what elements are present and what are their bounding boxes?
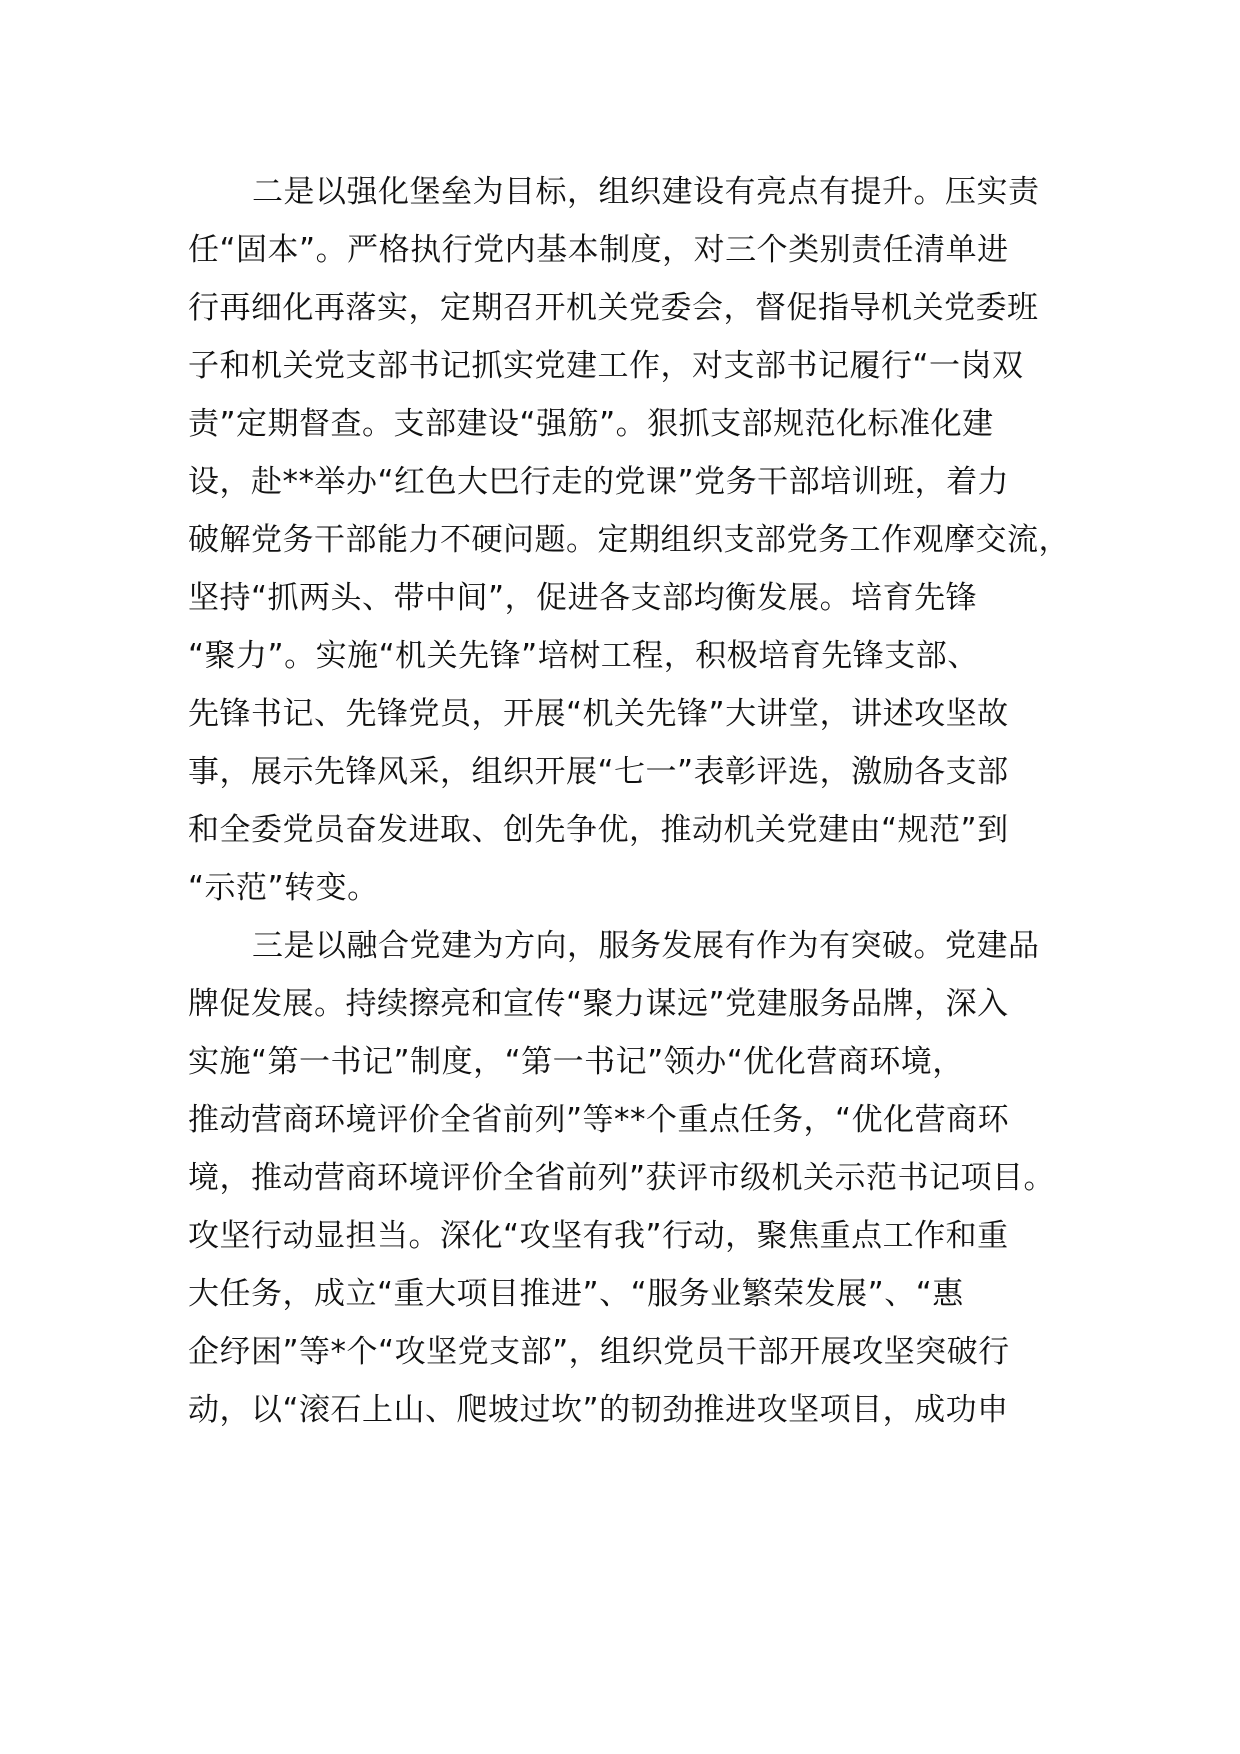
text-line: 二是以强化堡垒为目标，组织建设有亮点有提升。压实责	[252, 174, 1040, 210]
text-line: 境，推动营商环境评价全省前列”获评市级机关示范书记项目。	[188, 1160, 1056, 1196]
text-line: 事，展示先锋风采，组织开展“七一”表彰评选，激励各支部	[188, 754, 1009, 790]
text-line: 先锋书记、先锋党员，开展“机关先锋”大讲堂，讲述攻坚故	[188, 696, 1009, 732]
text-line: 企纾困”等*个“攻坚党支部”，组织党员干部开展攻坚突破行	[188, 1334, 1010, 1370]
text-line: 设，赴**举办“红色大巴行走的党课”党务干部培训班，着力	[188, 464, 1010, 500]
text-line: 责”定期督查。支部建设“强筋”。狠抓支部规范化标准化建	[188, 406, 994, 442]
text-line: 大任务，成立“重大项目推进”、“服务业繁荣发展”、“惠	[188, 1276, 964, 1312]
text-line: 推动营商环境评价全省前列”等**个重点任务，“优化营商环	[188, 1102, 1010, 1138]
text-line: 子和机关党支部书记抓实党建工作，对支部书记履行“一岗双	[188, 348, 1024, 384]
text-line: 行再细化再落实，定期召开机关党委会，督促指导机关党委班	[188, 290, 1039, 326]
text-line: 攻坚行动显担当。深化“攻坚有我”行动，聚焦重点工作和重	[188, 1218, 1009, 1254]
text-line: “示范”转变。	[188, 870, 379, 906]
text-line: 任“固本”。严格执行党内基本制度，对三个类别责任清单进	[188, 232, 1009, 268]
text-line: 和全委党员奋发进取、创先争优，推动机关党建由“规范”到	[188, 812, 1009, 848]
text-line: 牌促发展。持续擦亮和宣传“聚力谋远”党建服务品牌，深入	[188, 986, 1009, 1022]
text-line: 三是以融合党建为方向，服务发展有作为有突破。党建品	[252, 928, 1040, 964]
text-line: 动，以“滚石上山、爬坡过坎”的韧劲推进攻坚项目，成功申	[188, 1392, 1009, 1428]
text-line: 坚持“抓两头、带中间”，促进各支部均衡发展。培育先锋	[188, 580, 978, 616]
text-line: 破解党务干部能力不硬问题。定期组织支部党务工作观摩交流，	[188, 522, 1070, 558]
text-line: 实施“第一书记”制度，“第一书记”领办“优化营商环境，	[188, 1044, 964, 1080]
text-line: “聚力”。实施“机关先锋”培树工程，积极培育先锋支部、	[188, 638, 979, 674]
